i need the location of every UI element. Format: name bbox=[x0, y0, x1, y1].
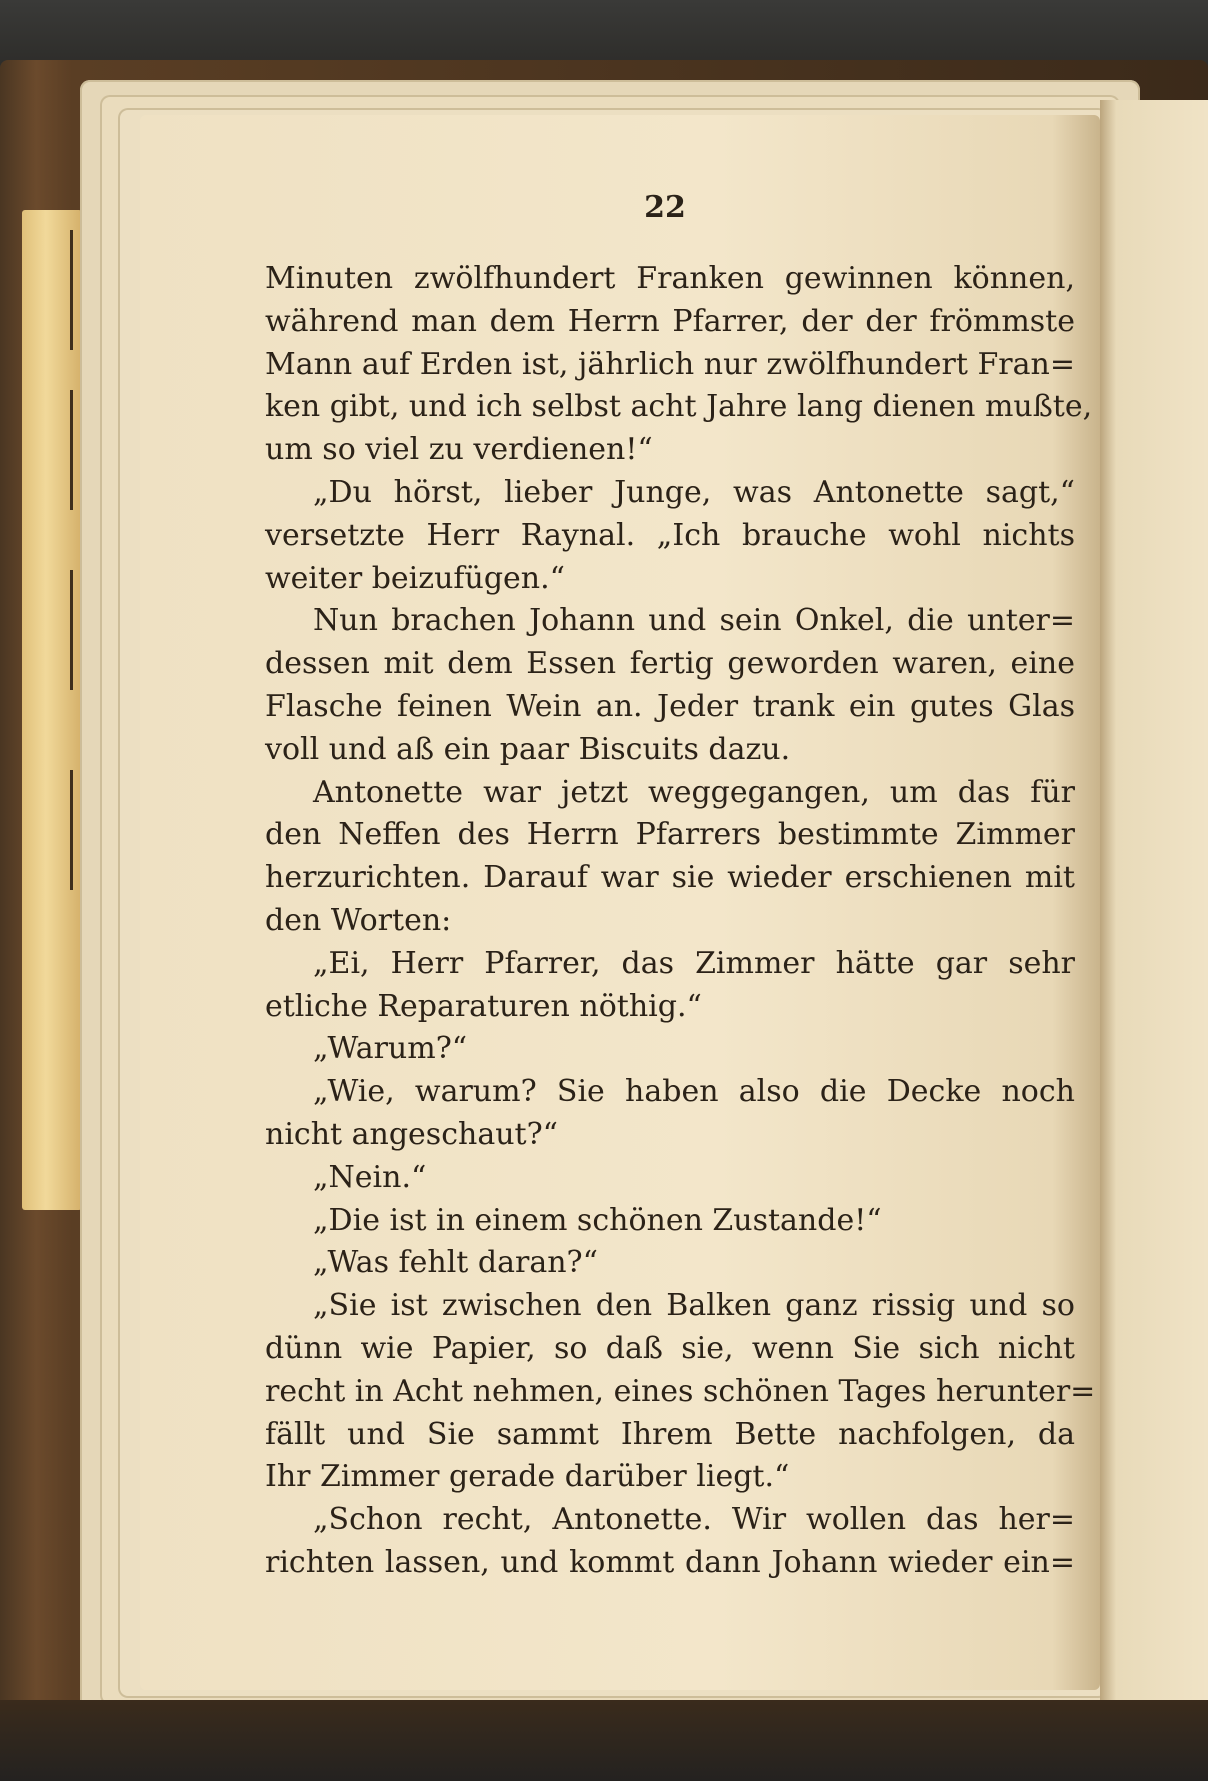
text-line: Minuten zwölfhundert Franken gewinnen können, bbox=[265, 261, 1075, 296]
text-line: Nun brachen Johann und sein Onkel, die unter= bbox=[313, 603, 1075, 639]
text-line: „Ei, Herr Pfarrer, das Zimmer hätte gar sehr bbox=[313, 945, 1075, 981]
text-line: richten lassen, und kommt dann Johann wieder ein= bbox=[265, 1544, 1075, 1580]
text-line: den Worten: bbox=[265, 902, 452, 938]
text-line: Flasche feinen Wein an. Jeder trank ein gutes Glas bbox=[265, 688, 1075, 724]
text-line: versetzte Herr Raynal. „Ich brauche wohl nichts bbox=[265, 517, 1075, 553]
text-line: dessen mit dem Essen fertig geworden waren, eine bbox=[265, 646, 1075, 682]
text-line: „Die ist in einem schönen Zustande!“ bbox=[313, 1202, 882, 1238]
text-line: recht in Acht nehmen, eines schönen Tages herunter= bbox=[265, 1373, 1096, 1409]
text-line: Antonette war jetzt weggegangen, um das für bbox=[313, 774, 1075, 810]
text-line: voll und aß ein paar Biscuits dazu. bbox=[265, 731, 791, 767]
bottom-shadow bbox=[0, 1700, 1208, 1781]
spine-strip bbox=[22, 210, 82, 1210]
text-line: ken gibt, und ich selbst acht Jahre lang dienen mußte, bbox=[265, 389, 1093, 425]
text-line: Mann auf Erden ist, jährlich nur zwölfhundert Fran= bbox=[265, 346, 1075, 382]
page-number: 22 bbox=[644, 190, 686, 225]
text-line: herzurichten. Darauf war sie wieder erschienen mit bbox=[265, 860, 1075, 896]
text-line: „Schon recht, Antonette. Wir wollen das her= bbox=[313, 1502, 1075, 1538]
text-line: „Was fehlt daran?“ bbox=[313, 1245, 598, 1281]
text-line: dünn wie Papier, so daß sie, wenn Sie sich nicht bbox=[265, 1330, 1075, 1366]
text-line: weiter beizufügen.“ bbox=[265, 560, 565, 596]
text-line: nicht angeschaut?“ bbox=[265, 1116, 558, 1152]
text-line: „Du hörst, lieber Junge, was Antonette sagt,“ bbox=[313, 474, 1075, 510]
text-line: „Warum?“ bbox=[313, 1031, 468, 1067]
text-line: „Wie, warum? Sie haben also die Decke noch bbox=[313, 1074, 1075, 1110]
right-page bbox=[1100, 100, 1208, 1700]
text-line: fällt und Sie sammt Ihrem Bette nachfolgen, da bbox=[265, 1416, 1075, 1452]
text-line: um so viel zu verdienen!“ bbox=[265, 432, 653, 468]
text-line: während man dem Herrn Pfarrer, der der frömmste bbox=[265, 303, 1075, 339]
page-text bbox=[265, 258, 1096, 1585]
text-line: „Sie ist zwischen den Balken ganz rissig und so bbox=[313, 1288, 1075, 1324]
text-line: Ihr Zimmer gerade darüber liegt.“ bbox=[265, 1459, 790, 1495]
text-line: den Neffen des Herrn Pfarrers bestimmte Zimmer bbox=[265, 817, 1075, 853]
text-line: „Nein.“ bbox=[313, 1159, 427, 1195]
text-line: etliche Reparaturen nöthig.“ bbox=[265, 988, 702, 1024]
